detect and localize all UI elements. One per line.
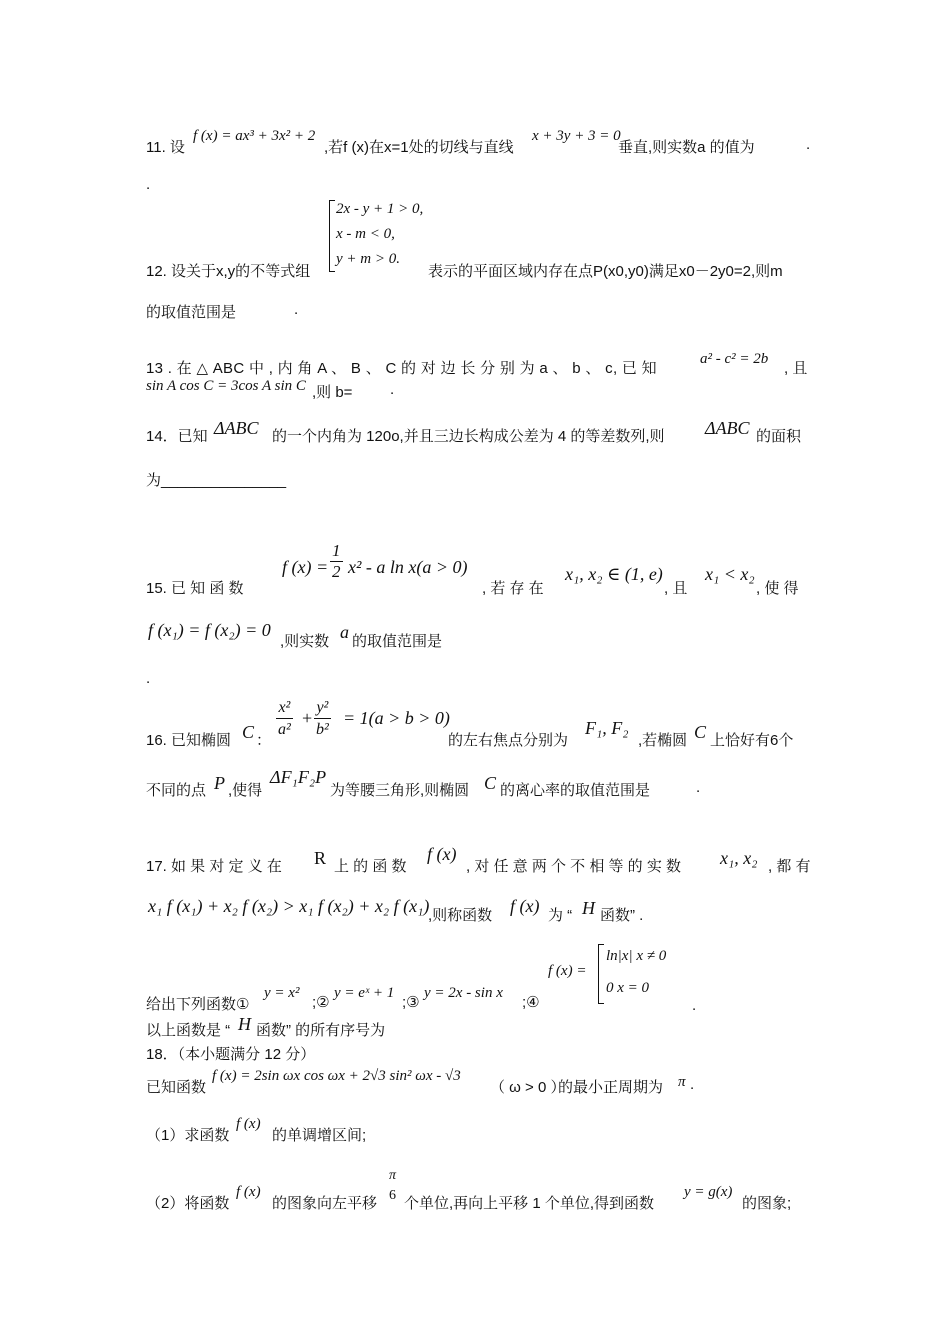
q18-prefix: 已知函数 xyxy=(146,1079,207,1096)
q16-C-3: C xyxy=(484,773,497,793)
q17-H-2: H xyxy=(238,1014,251,1034)
q12-ineq-2: x - m < 0, xyxy=(336,226,395,242)
q15-cond-x: x₁, x₂ ∈ (1, e) xyxy=(565,564,663,584)
q18-pi: π xyxy=(678,1074,686,1090)
q13-cond1: a² - c² = 2b xyxy=(700,351,769,367)
q16-fraction-x xyxy=(276,697,293,740)
q17-line1-c: , 对 任 意 两 个 不 相 等 的 实 数 xyxy=(466,858,682,875)
q17-fn1: y = x² xyxy=(264,985,300,1001)
q15-cond-lt: x₁ < x₂ xyxy=(705,564,755,584)
q11-dot: . xyxy=(146,176,151,193)
q16-tail1: ,若椭圆 xyxy=(638,732,688,749)
q17-piecewise-lhs: f (x) = xyxy=(548,963,587,979)
q14-triangle-2: ΔABC xyxy=(705,418,750,438)
q18-part2-fraction xyxy=(387,1166,398,1206)
q18-part2-mid: 的图象向左平移 xyxy=(272,1195,378,1212)
q17-inequality: x₁ f (x₁) + x₂ f (x₂) > x₁ f (x₂) + x₂ f (x₁) xyxy=(148,896,430,916)
q13-cond1-tail: , 且 xyxy=(784,360,808,377)
q17-sep3: ;③ xyxy=(402,994,420,1011)
q16-eq-tail: = 1(a > b > 0) xyxy=(343,708,450,728)
q15-line2-text1: ,则实数 xyxy=(280,633,330,650)
q16-colon: ： xyxy=(256,732,272,749)
q16-plus: + xyxy=(302,708,313,728)
q16-mid: 的左右焦点分别为 xyxy=(448,732,569,749)
q17-list-prefix: 给出下列函数① xyxy=(146,996,250,1013)
q17-sep2: ;② xyxy=(312,994,330,1011)
q12-brace xyxy=(329,200,335,272)
q16-tail2: 上恰好有6个 xyxy=(710,732,794,749)
q16-P: P xyxy=(214,773,225,793)
q15-prefix: 15. 已 知 函 数 xyxy=(146,580,244,597)
q15-fraction xyxy=(330,541,343,582)
q17-conclusion-b: 函数” 的所有序号为 xyxy=(256,1022,386,1039)
q13-end: . xyxy=(390,381,395,398)
q18-part2-gx: y = g(x) xyxy=(684,1184,733,1200)
q16-fy-den: b² xyxy=(316,721,329,738)
q12-end: . xyxy=(294,301,299,318)
q17-line1-d: , 都 有 xyxy=(768,858,811,875)
q16-fx-num: x² xyxy=(276,697,293,719)
q16-end: . xyxy=(696,779,701,796)
q15-end: . xyxy=(146,670,151,687)
q17-line2-c: 为 “ xyxy=(548,907,573,924)
q16-fy-num: y² xyxy=(314,697,331,719)
q16-line2-a: 不同的点 xyxy=(146,782,207,799)
q17-conclusion-a: 以上函数是 “ xyxy=(146,1022,231,1039)
q15-mid1: , 若 存 在 xyxy=(482,580,544,597)
q18-tail: 的最小正周期为 xyxy=(558,1079,664,1096)
q15-func-rhs: x² - a ln x(a > 0) xyxy=(348,557,468,577)
q11-tail: 垂直,则实数a 的值为 xyxy=(618,139,755,156)
q11-number: 11. 设 xyxy=(146,139,185,156)
q18-part1-prefix: （1）求函数 xyxy=(146,1127,230,1144)
q12-ineq-3: y + m > 0. xyxy=(336,251,400,267)
q18-part2-mid2: 个单位,再向上平移 1 个单位,得到函数 xyxy=(404,1195,655,1212)
q17-fn2: y = eˣ + 1 xyxy=(334,985,395,1001)
q17-H: H xyxy=(582,898,595,918)
q15-line2-a: a xyxy=(340,622,349,642)
q17-list-end: . xyxy=(692,997,697,1014)
q17-line2-b: ,则称函数 xyxy=(428,907,493,924)
q15-line2-text2: 的取值范围是 xyxy=(352,633,443,650)
q17-line1-b: 上 的 函 数 xyxy=(334,858,407,875)
q16-fraction-y xyxy=(314,697,331,740)
q17-piecewise-case1: ln|x| x ≠ 0 xyxy=(606,948,667,964)
q15-frac-num: 1 xyxy=(332,541,341,560)
q18-part2-fx: f (x) xyxy=(236,1184,261,1200)
q16-triangle: ΔF₁F₂P xyxy=(270,767,327,787)
q16-line2-d: 的离心率的取值范围是 xyxy=(500,782,651,799)
q18-title: 18．（本小题满分 12 分） xyxy=(146,1046,316,1063)
q18-part1-fx: f (x) xyxy=(236,1116,261,1132)
q16-C: C xyxy=(242,722,255,742)
q16-C-2: C xyxy=(694,722,707,742)
q18-end: . xyxy=(690,1076,695,1093)
q15-mid3: , 使 得 xyxy=(756,580,799,597)
q11-end: . xyxy=(806,136,811,153)
q14-tail: 的面积 xyxy=(756,428,802,445)
q15-func-lhs: f (x) = xyxy=(282,557,329,577)
q17-line1-a: 17. 如 果 对 定 义 在 xyxy=(146,858,282,875)
q18-formula: f (x) = 2sin ωx cos ωx + 2√3 sin² ωx - √3 xyxy=(212,1068,461,1084)
q18-part2-num: π xyxy=(389,1168,397,1183)
q17-xs: x₁, x₂ xyxy=(720,848,758,868)
q18-condition: （ ω > 0 ） xyxy=(490,1079,566,1096)
q14-line2: 为_______________ xyxy=(146,472,287,489)
q14-mid: 的一个内角为 120o,并且三边长构成公差为 4 的等差数列,则 xyxy=(272,428,665,445)
q12-prefix: 12. 设关于x,y的不等式组 xyxy=(146,263,311,280)
q11-text: ,若f (x)在x=1处的切线与直线 xyxy=(324,139,514,156)
q17-sep4: ;④ xyxy=(522,994,540,1011)
q15-mid2: , 且 xyxy=(664,580,688,597)
q13-line1: 13 . 在 △ ABC 中 , 内 角 A 、 B 、 C 的 对 边 长 分 别 为 a 、 b 、 c, 已 知 xyxy=(146,360,657,377)
q18-part1-tail: 的单调增区间; xyxy=(272,1127,367,1144)
q16-prefix: 16. 已知椭圆 xyxy=(146,732,232,749)
q13-cond2: sin A cos C = 3cos A sin C xyxy=(146,378,306,394)
q14-prefix: 14．已知 xyxy=(146,428,208,445)
q17-fx: f (x) xyxy=(427,844,457,864)
q12-suffix: 表示的平面区域内存在点P(x0,y0)满足x0－2y0=2,则m xyxy=(428,263,783,280)
q16-line2-c: 为等腰三角形,则椭圆 xyxy=(330,782,470,799)
q16-foci: F₁, F₂ xyxy=(585,718,629,738)
q16-line2-b: ,使得 xyxy=(228,782,263,799)
q18-part2-prefix: （2）将函数 xyxy=(146,1195,230,1212)
q17-piecewise-case2: 0 x = 0 xyxy=(606,980,650,996)
q12-line2: 的取值范围是 xyxy=(146,304,237,321)
q17-line2-d: 函数” . xyxy=(600,907,644,924)
q12-ineq-1: 2x - y + 1 > 0, xyxy=(336,201,424,217)
q16-fx-den: a² xyxy=(278,721,291,738)
q18-part2-den: 6 xyxy=(389,1188,396,1203)
q17-fn3: y = 2x - sin x xyxy=(424,985,503,1001)
q17-R: R xyxy=(314,848,327,868)
q18-part2-tail: 的图象; xyxy=(742,1195,792,1212)
q11-formula: f (x) = ax³ + 3x² + 2 xyxy=(193,128,316,144)
q15-line2-formula: f (x₁) = f (x₂) = 0 xyxy=(148,620,271,640)
q17-piecewise-brace xyxy=(598,944,604,1004)
q15-frac-den: 2 xyxy=(332,562,341,581)
q13-tail: ,则 b= xyxy=(312,384,353,401)
q11-line: x + 3y + 3 = 0 xyxy=(532,128,621,144)
q14-triangle: ΔABC xyxy=(214,418,259,438)
q17-fx-2: f (x) xyxy=(510,896,540,916)
